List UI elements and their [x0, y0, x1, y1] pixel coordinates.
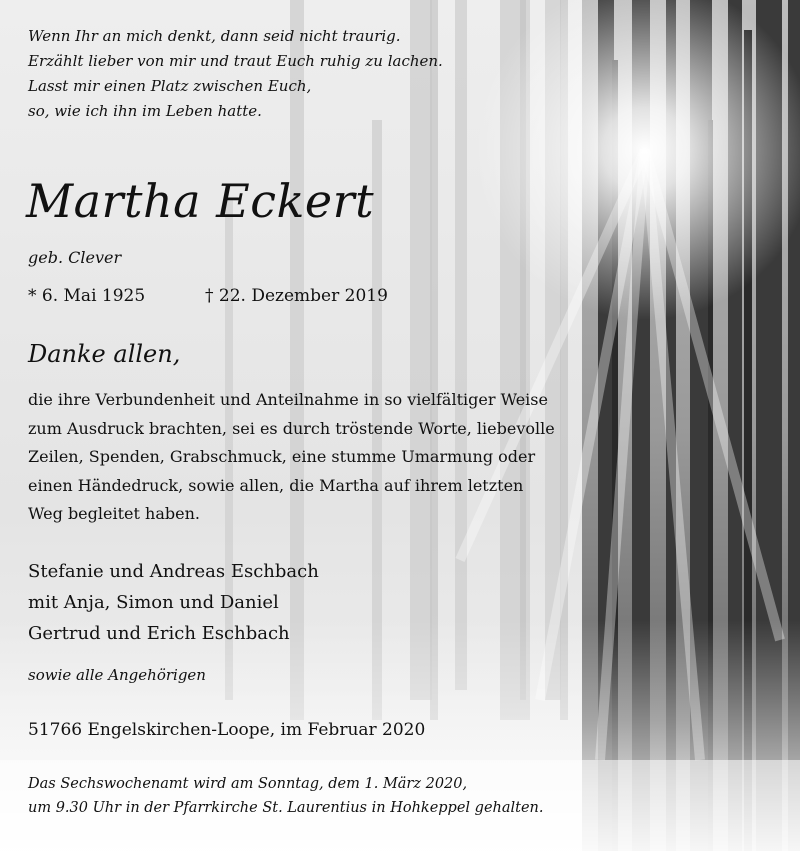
service-line: um 9.30 Uhr in der Pfarrkirche St. Laurentius in Hohkeppel gehalten.: [28, 800, 544, 816]
poem-line: so, wie ich ihn im Leben hatte.: [28, 102, 262, 120]
thanks-line: Zeilen, Spenden, Grabschmuck, eine stumme Umarmung oder: [28, 447, 536, 466]
thanks-line: Weg begleitet haben.: [28, 504, 200, 523]
family-line: Gertrud und Erich Eschbach: [28, 623, 290, 644]
relatives-line: sowie alle Angehörigen: [28, 666, 206, 684]
thanks-text: [28, 386, 588, 529]
family-signatures: [28, 556, 319, 649]
death-date: † 22. Dezember 2019: [205, 286, 388, 306]
maiden-name: geb. Clever: [28, 248, 122, 267]
poem-line: Lasst mir einen Platz zwischen Euch,: [28, 77, 312, 95]
deceased-name: Martha Eckert: [26, 174, 375, 228]
service-notice: [28, 772, 544, 820]
poem: [28, 24, 443, 124]
birth-date: * 6. Mai 1925: [28, 286, 146, 306]
poem-line: Wenn Ihr an mich denkt, dann seid nicht traurig.: [28, 27, 401, 45]
family-line: mit Anja, Simon und Daniel: [28, 592, 279, 613]
thanks-line: zum Ausdruck brachten, sei es durch tröstende Worte, liebevolle: [28, 418, 555, 438]
thanks-line: die ihre Verbundenheit und Anteilnahme in so vielfältiger Weise: [28, 390, 548, 409]
poem-line: Erzählt lieber von mir und traut Euch ruhig zu lachen.: [28, 52, 443, 70]
family-line: Stefanie und Andreas Eschbach: [28, 561, 319, 582]
service-line: Das Sechswochenamt wird am Sonntag, dem 1. März 2020,: [28, 776, 468, 792]
thanks-line: einen Händedruck, sowie allen, die Martha auf ihrem letzten: [28, 475, 524, 495]
place-date: 51766 Engelskirchen-Loope, im Februar 2020: [28, 720, 426, 740]
thanks-title: Danke allen,: [28, 340, 181, 368]
